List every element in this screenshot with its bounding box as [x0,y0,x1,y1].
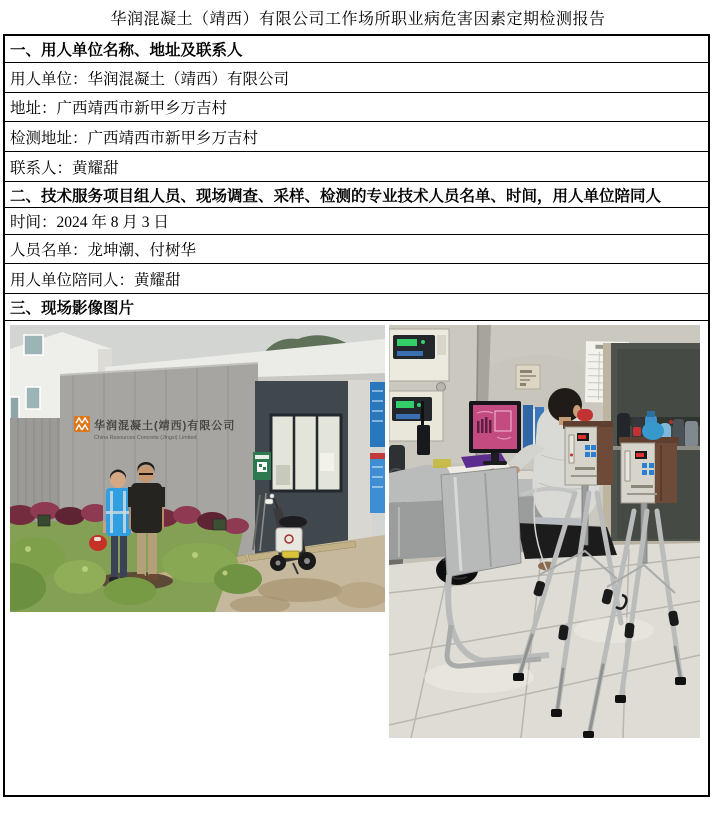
photos-cell [5,321,708,795]
blue-cap [642,422,664,440]
report-title: 华润混凝土（靖西）有限公司工作场所职业病危害因素定期检测报告 [110,11,606,28]
photo-site-entrance [10,325,385,612]
report-table [3,34,710,797]
photo-onsite-testing [389,325,700,738]
gate-sign-en: China Resources Concrete (Jingxi) Limited [94,435,197,441]
row-employer: 用人单位：华润混凝土（靖西）有限公司 [5,63,708,93]
section2-header: 二、技术服务项目组人员、现场调查、采样、检测的专业技术人员名单、时间，用人单位陪同人 [5,182,708,208]
wall-sign [516,365,540,389]
row-contact: 联系人：黄耀甜 [5,152,708,182]
red-beacon [577,409,593,421]
section1-header: 一、用人单位名称、地址及联系人 [5,36,708,63]
row-time: 时间：2024 年 8 月 3 日 [5,208,708,235]
gate-sign-cn: 华润混凝土(靖西)有限公司 [94,420,236,432]
row-test-address: 检测地址：广西靖西市新甲乡万吉村 [5,122,708,152]
row-personnel: 人员名单：龙坤潮、付树华 [5,235,708,264]
section3-header: 三、现场影像图片 [5,294,708,321]
row-accompany: 用人单位陪同人：黄耀甜 [5,264,708,294]
row-address: 地址：广西靖西市新甲乡万吉村 [5,93,708,122]
